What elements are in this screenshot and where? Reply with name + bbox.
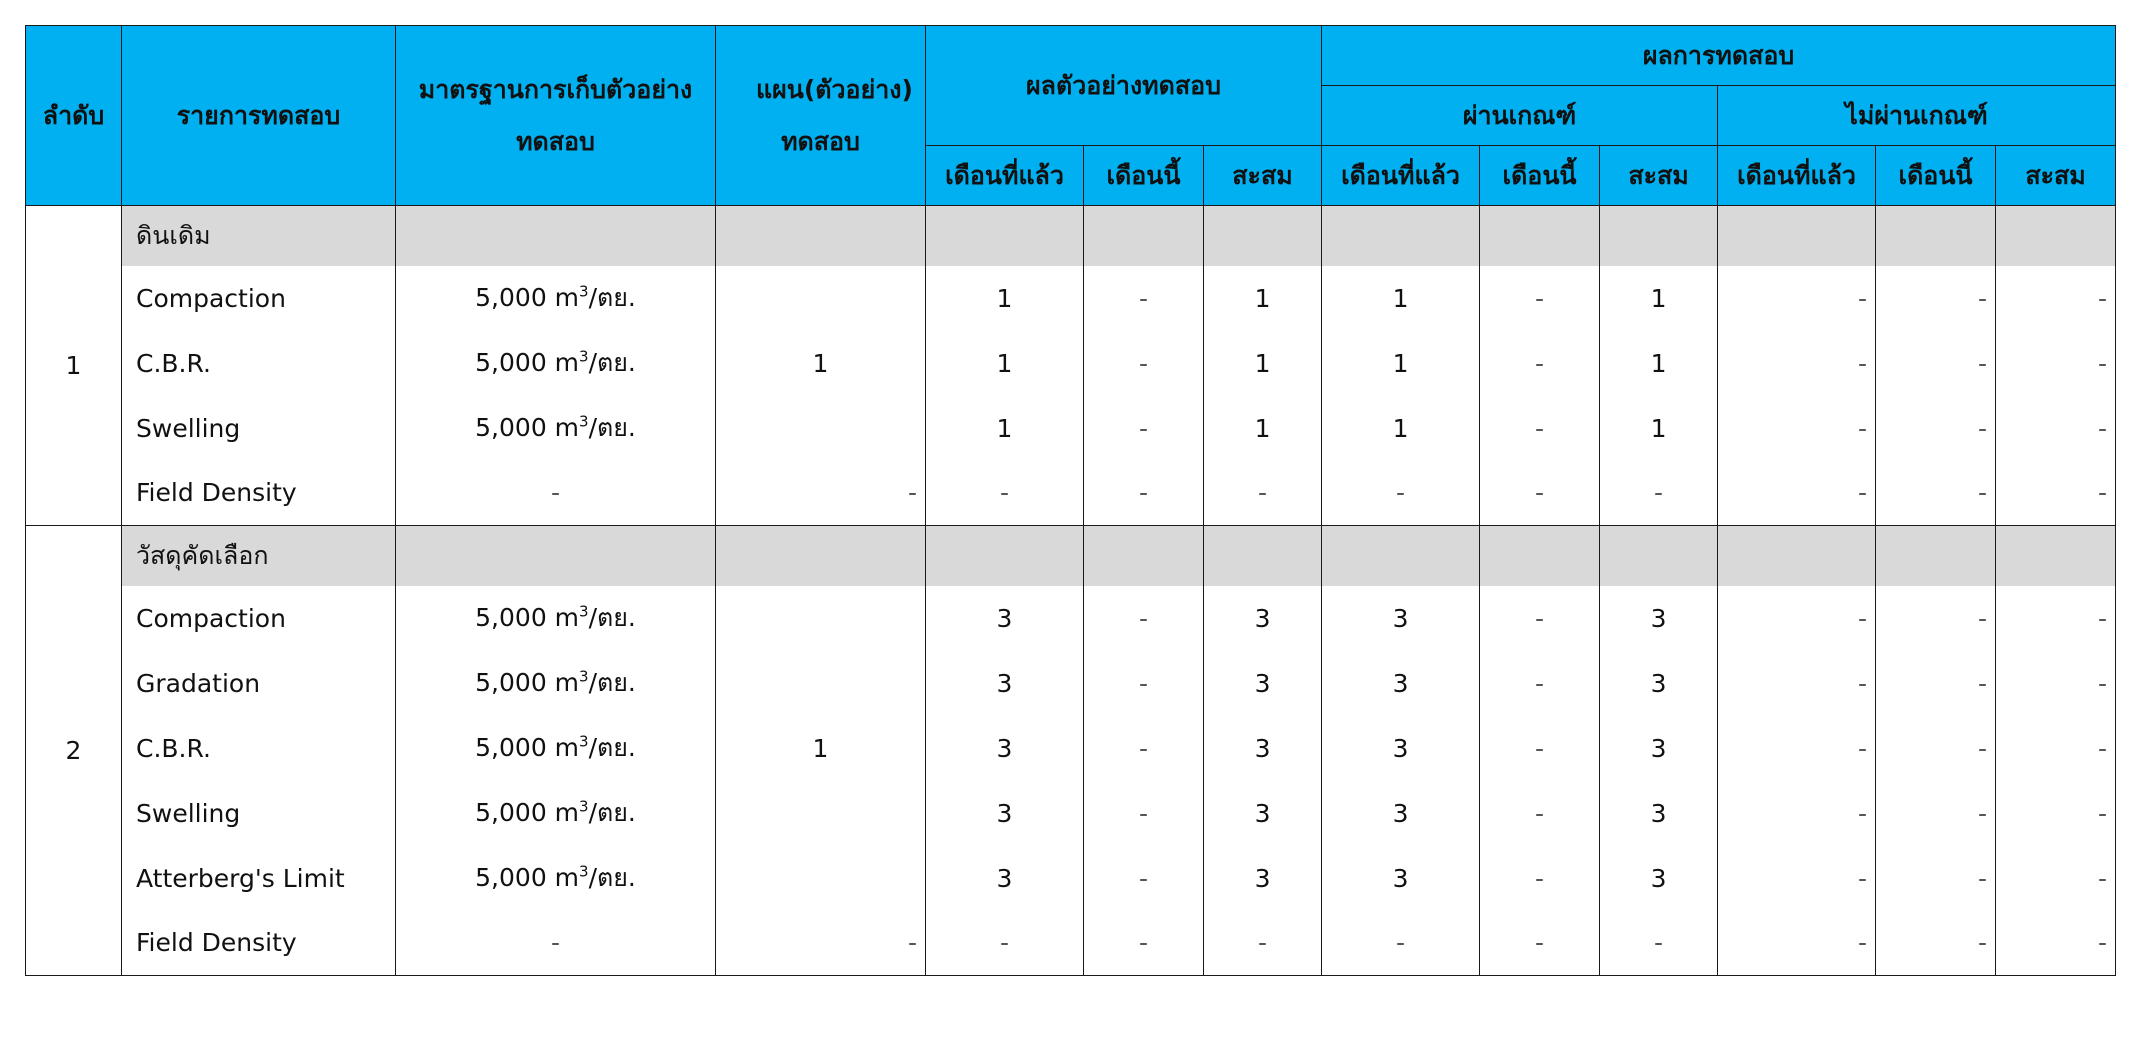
cell-sample-this-month: -: [1084, 586, 1204, 651]
cell-fail-this-month: -: [1876, 586, 1996, 651]
cell-pass-this-month: -: [1480, 586, 1600, 651]
cell-pass-this-month: -: [1480, 461, 1600, 526]
plan-count: -: [716, 461, 926, 526]
cell-fail-cumulative: -: [1996, 911, 2116, 976]
group-seq: 1: [26, 206, 122, 526]
header-pass: ผ่านเกณฑ์: [1322, 86, 1718, 146]
cell-pass-this-month: -: [1480, 716, 1600, 781]
cell-fail-last-month: -: [1718, 716, 1876, 781]
header-fail-this-month: เดือนนี้: [1876, 146, 1996, 206]
table-row: [26, 651, 2116, 716]
cell-sample-this-month: -: [1084, 651, 1204, 716]
table-row: [26, 396, 2116, 461]
table-row: [26, 331, 2116, 396]
cell-fail-cumulative: -: [1996, 331, 2116, 396]
standard-exponent: 3: [579, 732, 589, 751]
test-item-name: Compaction: [122, 586, 396, 651]
sampling-standard: [396, 716, 716, 781]
group-header-row: [26, 526, 2116, 586]
table-row: [26, 911, 2116, 976]
cell-fail-cumulative: -: [1996, 651, 2116, 716]
cell-pass-this-month: -: [1480, 266, 1600, 331]
group-shade-cell: [926, 526, 1084, 586]
cell-fail-cumulative: -: [1996, 266, 2116, 331]
table-header: [26, 26, 2116, 206]
standard-unit: /ตย.: [588, 603, 636, 632]
cell-pass-last-month: -: [1322, 911, 1480, 976]
cell-sample-last-month: 3: [926, 716, 1084, 781]
group-shade-cell: [1204, 526, 1322, 586]
cell-pass-last-month: 3: [1322, 716, 1480, 781]
header-sample-this-month: เดือนนี้: [1084, 146, 1204, 206]
test-item-name: C.B.R.: [122, 331, 396, 396]
sampling-standard: [396, 846, 716, 911]
group-shade-cell: [396, 206, 716, 266]
cell-sample-last-month: -: [926, 911, 1084, 976]
standard-exponent: 3: [579, 347, 589, 366]
standard-unit: /ตย.: [588, 413, 636, 442]
table-row: [26, 266, 2116, 331]
standard-value: 5,000 m: [475, 603, 580, 632]
standard-unit: /ตย.: [588, 863, 636, 892]
header-pass-this-month: เดือนนี้: [1480, 146, 1600, 206]
cell-sample-last-month: 1: [926, 331, 1084, 396]
sampling-standard: -: [396, 461, 716, 526]
cell-pass-cumulative: 3: [1600, 846, 1718, 911]
table-row: [26, 461, 2116, 526]
cell-pass-last-month: 3: [1322, 651, 1480, 716]
test-results-table-container: [25, 25, 2115, 1025]
sampling-standard: [396, 266, 716, 331]
group-seq: 2: [26, 526, 122, 976]
cell-fail-this-month: -: [1876, 396, 1996, 461]
cell-pass-cumulative: 3: [1600, 651, 1718, 716]
group-shade-cell: [716, 526, 926, 586]
cell-sample-last-month: 1: [926, 396, 1084, 461]
group-shade-cell: [1480, 526, 1600, 586]
table-row: [26, 846, 2116, 911]
header-standard: มาตรฐานการเก็บตัวอย่าง ทดสอบ: [396, 26, 716, 206]
cell-pass-last-month: 1: [1322, 266, 1480, 331]
cell-sample-cumulative: -: [1204, 461, 1322, 526]
test-item-name: Swelling: [122, 781, 396, 846]
cell-fail-this-month: -: [1876, 716, 1996, 781]
cell-pass-cumulative: 1: [1600, 331, 1718, 396]
cell-pass-last-month: -: [1322, 461, 1480, 526]
cell-pass-this-month: -: [1480, 846, 1600, 911]
sampling-standard: [396, 781, 716, 846]
standard-unit: /ตย.: [588, 798, 636, 827]
cell-fail-this-month: -: [1876, 461, 1996, 526]
group-title: วัสดุคัดเลือก: [122, 526, 396, 586]
group-header-row: [26, 206, 2116, 266]
group-shade-cell: [1204, 206, 1322, 266]
plan-count: 1: [716, 586, 926, 911]
cell-fail-this-month: -: [1876, 266, 1996, 331]
table-body: [26, 206, 2116, 976]
cell-sample-this-month: -: [1084, 461, 1204, 526]
cell-pass-cumulative: 1: [1600, 266, 1718, 331]
cell-fail-last-month: -: [1718, 396, 1876, 461]
group-shade-cell: [396, 526, 716, 586]
cell-sample-last-month: 3: [926, 846, 1084, 911]
cell-fail-last-month: -: [1718, 586, 1876, 651]
cell-sample-cumulative: 3: [1204, 846, 1322, 911]
header-fail-cumulative: สะสม: [1996, 146, 2116, 206]
cell-pass-last-month: 1: [1322, 396, 1480, 461]
standard-value: 5,000 m: [475, 798, 580, 827]
cell-sample-cumulative: 1: [1204, 266, 1322, 331]
cell-sample-cumulative: 3: [1204, 651, 1322, 716]
plan-count: -: [716, 911, 926, 976]
table-row: [26, 716, 2116, 781]
standard-exponent: 3: [579, 602, 589, 621]
group-shade-cell: [1600, 526, 1718, 586]
cell-fail-this-month: -: [1876, 651, 1996, 716]
group-shade-cell: [1600, 206, 1718, 266]
header-sample-cumulative: สะสม: [1204, 146, 1322, 206]
cell-sample-this-month: -: [1084, 716, 1204, 781]
group-shade-cell: [1718, 206, 1876, 266]
cell-pass-this-month: -: [1480, 781, 1600, 846]
standard-exponent: 3: [579, 412, 589, 431]
test-item-name: Compaction: [122, 266, 396, 331]
plan-count: 1: [716, 266, 926, 461]
standard-exponent: 3: [579, 862, 589, 881]
cell-fail-last-month: -: [1718, 651, 1876, 716]
header-sample-last-month: เดือนที่แล้ว: [926, 146, 1084, 206]
standard-value: 5,000 m: [475, 283, 580, 312]
test-results-table: [25, 25, 2116, 976]
group-shade-cell: [1322, 526, 1480, 586]
header-item: รายการทดสอบ: [122, 26, 396, 206]
standard-unit: /ตย.: [588, 668, 636, 697]
sampling-standard: [396, 396, 716, 461]
cell-pass-this-month: -: [1480, 911, 1600, 976]
cell-fail-this-month: -: [1876, 331, 1996, 396]
cell-pass-this-month: -: [1480, 396, 1600, 461]
cell-sample-cumulative: 3: [1204, 586, 1322, 651]
cell-sample-this-month: -: [1084, 911, 1204, 976]
standard-value: 5,000 m: [475, 348, 580, 377]
sampling-standard: [396, 586, 716, 651]
header-sample-results: ผลตัวอย่างทดสอบ: [926, 26, 1322, 146]
group-shade-cell: [1480, 206, 1600, 266]
cell-sample-this-month: -: [1084, 781, 1204, 846]
standard-unit: /ตย.: [588, 733, 636, 762]
cell-fail-cumulative: -: [1996, 781, 2116, 846]
cell-fail-last-month: -: [1718, 781, 1876, 846]
cell-fail-last-month: -: [1718, 461, 1876, 526]
cell-pass-cumulative: 3: [1600, 716, 1718, 781]
test-item-name: Gradation: [122, 651, 396, 716]
cell-pass-cumulative: 3: [1600, 781, 1718, 846]
cell-pass-last-month: 3: [1322, 846, 1480, 911]
cell-fail-this-month: -: [1876, 911, 1996, 976]
sampling-standard: [396, 331, 716, 396]
standard-unit: /ตย.: [588, 283, 636, 312]
cell-fail-last-month: -: [1718, 331, 1876, 396]
group-shade-cell: [1996, 206, 2116, 266]
cell-pass-cumulative: 1: [1600, 396, 1718, 461]
cell-pass-last-month: 3: [1322, 781, 1480, 846]
cell-fail-this-month: -: [1876, 846, 1996, 911]
cell-pass-this-month: -: [1480, 651, 1600, 716]
cell-sample-last-month: 1: [926, 266, 1084, 331]
standard-value: 5,000 m: [475, 863, 580, 892]
cell-sample-cumulative: 3: [1204, 781, 1322, 846]
header-fail: ไม่ผ่านเกณฑ์: [1718, 86, 2116, 146]
standard-value: 5,000 m: [475, 413, 580, 442]
test-item-name: Field Density: [122, 911, 396, 976]
group-title: ดินเดิม: [122, 206, 396, 266]
header-pass-cumulative: สะสม: [1600, 146, 1718, 206]
cell-fail-cumulative: -: [1996, 461, 2116, 526]
cell-pass-cumulative: 3: [1600, 586, 1718, 651]
cell-sample-this-month: -: [1084, 331, 1204, 396]
sampling-standard: -: [396, 911, 716, 976]
cell-sample-this-month: -: [1084, 266, 1204, 331]
cell-pass-cumulative: -: [1600, 911, 1718, 976]
table-row: [26, 781, 2116, 846]
cell-sample-this-month: -: [1084, 396, 1204, 461]
group-shade-cell: [1876, 526, 1996, 586]
header-test-results: ผลการทดสอบ: [1322, 26, 2116, 86]
test-item-name: C.B.R.: [122, 716, 396, 781]
group-shade-cell: [1084, 206, 1204, 266]
cell-sample-cumulative: -: [1204, 911, 1322, 976]
standard-value: 5,000 m: [475, 668, 580, 697]
header-plan: แผน(ตัวอย่าง) ทดสอบ: [716, 26, 926, 206]
cell-fail-this-month: -: [1876, 781, 1996, 846]
cell-sample-last-month: 3: [926, 586, 1084, 651]
cell-fail-cumulative: -: [1996, 586, 2116, 651]
group-shade-cell: [716, 206, 926, 266]
cell-fail-last-month: -: [1718, 911, 1876, 976]
group-shade-cell: [1322, 206, 1480, 266]
cell-sample-cumulative: 3: [1204, 716, 1322, 781]
group-shade-cell: [1084, 526, 1204, 586]
cell-sample-cumulative: 1: [1204, 396, 1322, 461]
test-item-name: Field Density: [122, 461, 396, 526]
standard-exponent: 3: [579, 282, 589, 301]
cell-pass-cumulative: -: [1600, 461, 1718, 526]
cell-sample-cumulative: 1: [1204, 331, 1322, 396]
table-row: [26, 586, 2116, 651]
header-pass-last-month: เดือนที่แล้ว: [1322, 146, 1480, 206]
cell-sample-this-month: -: [1084, 846, 1204, 911]
header-fail-last-month: เดือนที่แล้ว: [1718, 146, 1876, 206]
test-item-name: Swelling: [122, 396, 396, 461]
standard-exponent: 3: [579, 797, 589, 816]
cell-fail-last-month: -: [1718, 266, 1876, 331]
standard-value: 5,000 m: [475, 733, 580, 762]
standard-exponent: 3: [579, 667, 589, 686]
cell-fail-last-month: -: [1718, 846, 1876, 911]
cell-pass-last-month: 3: [1322, 586, 1480, 651]
group-shade-cell: [1718, 526, 1876, 586]
group-shade-cell: [1996, 526, 2116, 586]
cell-pass-last-month: 1: [1322, 331, 1480, 396]
cell-sample-last-month: 3: [926, 651, 1084, 716]
cell-fail-cumulative: -: [1996, 396, 2116, 461]
cell-fail-cumulative: -: [1996, 716, 2116, 781]
cell-sample-last-month: 3: [926, 781, 1084, 846]
cell-pass-this-month: -: [1480, 331, 1600, 396]
group-shade-cell: [1876, 206, 1996, 266]
group-shade-cell: [926, 206, 1084, 266]
cell-fail-cumulative: -: [1996, 846, 2116, 911]
sampling-standard: [396, 651, 716, 716]
test-item-name: Atterberg's Limit: [122, 846, 396, 911]
header-seq: ลำดับ: [26, 26, 122, 206]
standard-unit: /ตย.: [588, 348, 636, 377]
cell-sample-last-month: -: [926, 461, 1084, 526]
